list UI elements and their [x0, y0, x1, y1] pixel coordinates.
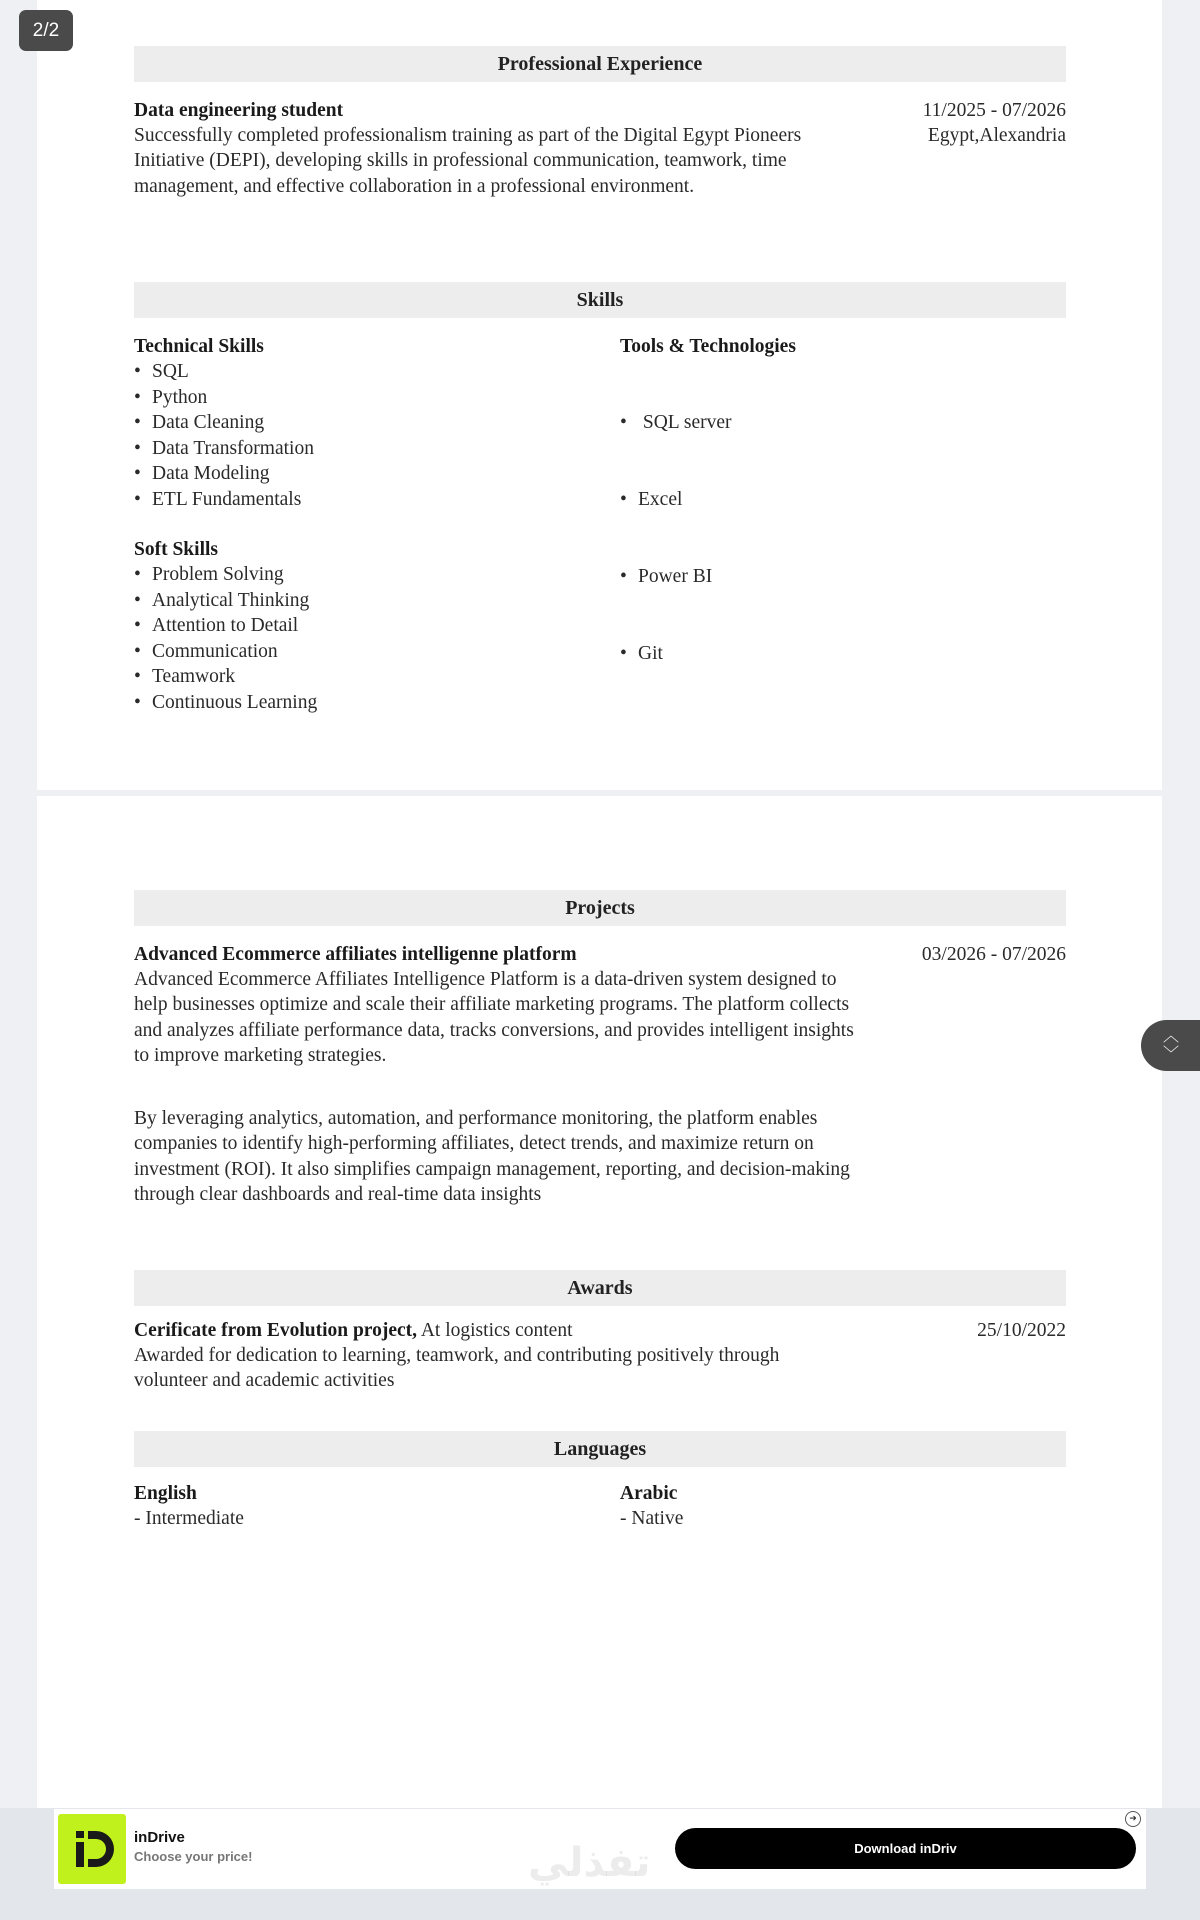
soft-skill-item: • Teamwork	[134, 664, 317, 690]
skill-item: • Data Modeling	[134, 461, 314, 487]
language-level: - Intermediate	[134, 1508, 244, 1529]
soft-skill-item: • Attention to Detail	[134, 613, 317, 639]
award-org: At logistics content	[417, 1320, 573, 1341]
language-name: Arabic	[620, 1483, 678, 1504]
award-date: 25/10/2022	[977, 1320, 1066, 1341]
ad-choices-icon[interactable]: ➜	[1125, 1811, 1141, 1827]
indrive-logo-icon	[58, 1814, 126, 1884]
language-level: - Native	[620, 1508, 684, 1529]
award-title-line	[134, 1318, 573, 1343]
chevron-down-icon[interactable]: ﹀	[1163, 1044, 1180, 1063]
ad-download-button[interactable]: Download inDriv	[675, 1828, 1136, 1869]
tools-title: Tools & Technologies	[620, 336, 796, 357]
tool-item: • Power BI	[620, 564, 732, 590]
project-title: Advanced Ecommerce affiliates intelligenne platform	[134, 944, 577, 965]
soft-skill-item: • Communication	[134, 639, 317, 665]
soft-skill-item: • Problem Solving	[134, 562, 317, 588]
soft-skill-item: • Continuous Learning	[134, 690, 317, 716]
technical-skills-title: Technical Skills	[134, 336, 264, 357]
skill-item: • Data Transformation	[134, 436, 314, 462]
tools-list	[620, 359, 732, 692]
award-description: Awarded for dedication to learning, teamwork, and contributing positively through volunteer and academic activities	[134, 1345, 780, 1392]
project-dates: 03/2026 - 07/2026	[921, 944, 1066, 965]
page-scroll-control[interactable]	[1141, 1020, 1200, 1071]
skill-item: • Data Cleaning	[134, 410, 314, 436]
section-header-awards: Awards	[134, 1270, 1066, 1306]
soft-skill-item: • Analytical Thinking	[134, 588, 317, 614]
section-header-projects: Projects	[134, 890, 1066, 926]
indrive-logo[interactable]	[58, 1814, 126, 1884]
page-indicator-badge: 2/2	[19, 10, 73, 51]
skill-item: • SQL	[134, 359, 314, 385]
job-dates: 11/2025 - 07/2026	[922, 100, 1066, 121]
tool-item: • Git	[620, 641, 732, 667]
tool-item: • SQL server	[620, 410, 732, 436]
soft-skills-list	[134, 562, 317, 716]
job-description: Successfully completed professionalism training as part of the Digital Egypt Pioneers Initiative (DEPI), developing skills in professional communication, teamwork, time management, and effective collaboration in a professional environment.	[134, 125, 802, 197]
section-header-experience: Professional Experience	[134, 46, 1066, 82]
skill-item: • Python	[134, 385, 314, 411]
section-header-languages: Languages	[134, 1431, 1066, 1467]
project-description-2: By leveraging analytics, automation, and performance monitoring, the platform enables companies to identify high-performing affiliates, detect trends, and maximize return on investment (ROI). It also simplifies campaign management, reporting, and decision-making through clear dashboards and real-time data insights	[134, 1108, 850, 1206]
project-description-1: Advanced Ecommerce Affiliates Intelligence Platform is a data-driven system designed to help businesses optimize and scale their affiliate marketing programs. The platform collects and analyzes affiliate performance data, tracks conversions, and provides intelligent insights to improve marketing strategies.	[134, 969, 854, 1067]
tool-item: • Excel	[620, 487, 732, 513]
language-name: English	[134, 1483, 197, 1504]
award-title: Cerificate from Evolution project,	[134, 1320, 418, 1341]
technical-skills-list	[134, 359, 314, 513]
section-header-skills: Skills	[134, 282, 1066, 318]
job-location: Egypt,Alexandria	[927, 125, 1066, 146]
job-title: Data engineering student	[134, 100, 344, 121]
ad-brand[interactable]: inDrive	[134, 1829, 185, 1846]
skill-item: • ETL Fundamentals	[134, 487, 314, 513]
ad-tagline: Choose your price!	[134, 1849, 253, 1864]
soft-skills-title: Soft Skills	[134, 539, 218, 560]
site-watermark: تفذلي	[528, 1840, 651, 1886]
chevron-up-icon[interactable]: ︿	[1163, 1026, 1180, 1045]
